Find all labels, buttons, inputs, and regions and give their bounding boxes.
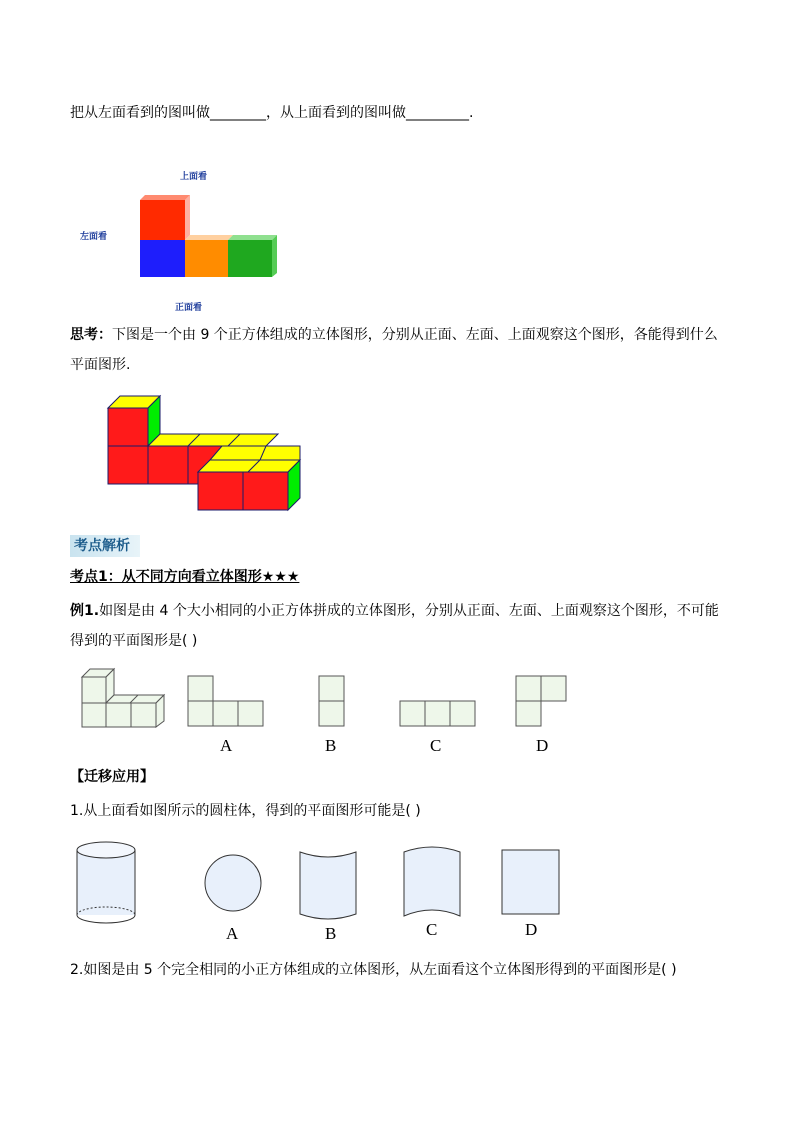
q1-option-d-label: D xyxy=(525,920,538,939)
option-d-figure xyxy=(515,675,570,730)
q1-option-a-figure xyxy=(202,852,264,914)
q2-text: 2.如图是由 5 个完全相同的小正方体组成的立体图形，从左面看这个立体图形得到的平面图形是( ) xyxy=(70,962,677,978)
example-option-d-label: D xyxy=(536,736,549,755)
q1-option-c-figure xyxy=(402,842,464,918)
option-a-figure xyxy=(187,675,267,730)
q1-text: 1.从上面看如图所示的圆柱体，得到的平面图形可能是( ) xyxy=(70,803,421,819)
top-view-label: 上面看 xyxy=(180,172,208,182)
nine-cubes-figure xyxy=(100,390,310,520)
example-option-b-label: B xyxy=(325,736,337,755)
example-text: 如图是由 4 个大小相同的小正方体拼成的立体图形，分别从正面、左面、上面观察这个图形，不可能 xyxy=(99,603,719,619)
colored-blocks-figure xyxy=(135,195,285,285)
example-option-c-label: C xyxy=(430,736,442,755)
q1-option-d-figure xyxy=(500,848,562,918)
front-view-label: 正面看 xyxy=(175,303,203,313)
example-figure xyxy=(78,665,168,730)
think-text: 下图是一个由 9 个正方体组成的立体图形，分别从正面、左面、上面观察这个图形，各能得到什么 xyxy=(112,327,718,343)
think-text-2: 平面图形. xyxy=(70,357,131,373)
example-option-a-label: A xyxy=(220,736,233,755)
example-label: 例1. xyxy=(70,603,100,619)
q1-option-c-label: C xyxy=(426,920,438,939)
transfer-title: 【迁移应用】 xyxy=(70,769,154,785)
q1-option-b-figure xyxy=(298,846,360,922)
cylinder-figure xyxy=(72,840,142,925)
option-b-figure xyxy=(318,675,348,730)
q1-option-a-label: A xyxy=(226,924,239,943)
think-label: 思考： xyxy=(70,327,112,343)
q1-option-b-label: B xyxy=(325,924,337,943)
section-title: 考点解析 xyxy=(74,538,130,554)
intro-line: 把从左面看到的图叫做________，从上面看到的图叫做_________. xyxy=(70,105,474,121)
left-view-label: 左面看 xyxy=(80,232,108,242)
kaodian-title: 考点1：从不同方向看立体图形★★★ xyxy=(70,569,300,585)
example-text-2: 得到的平面图形是( ) xyxy=(70,633,198,649)
option-c-figure xyxy=(399,700,479,730)
